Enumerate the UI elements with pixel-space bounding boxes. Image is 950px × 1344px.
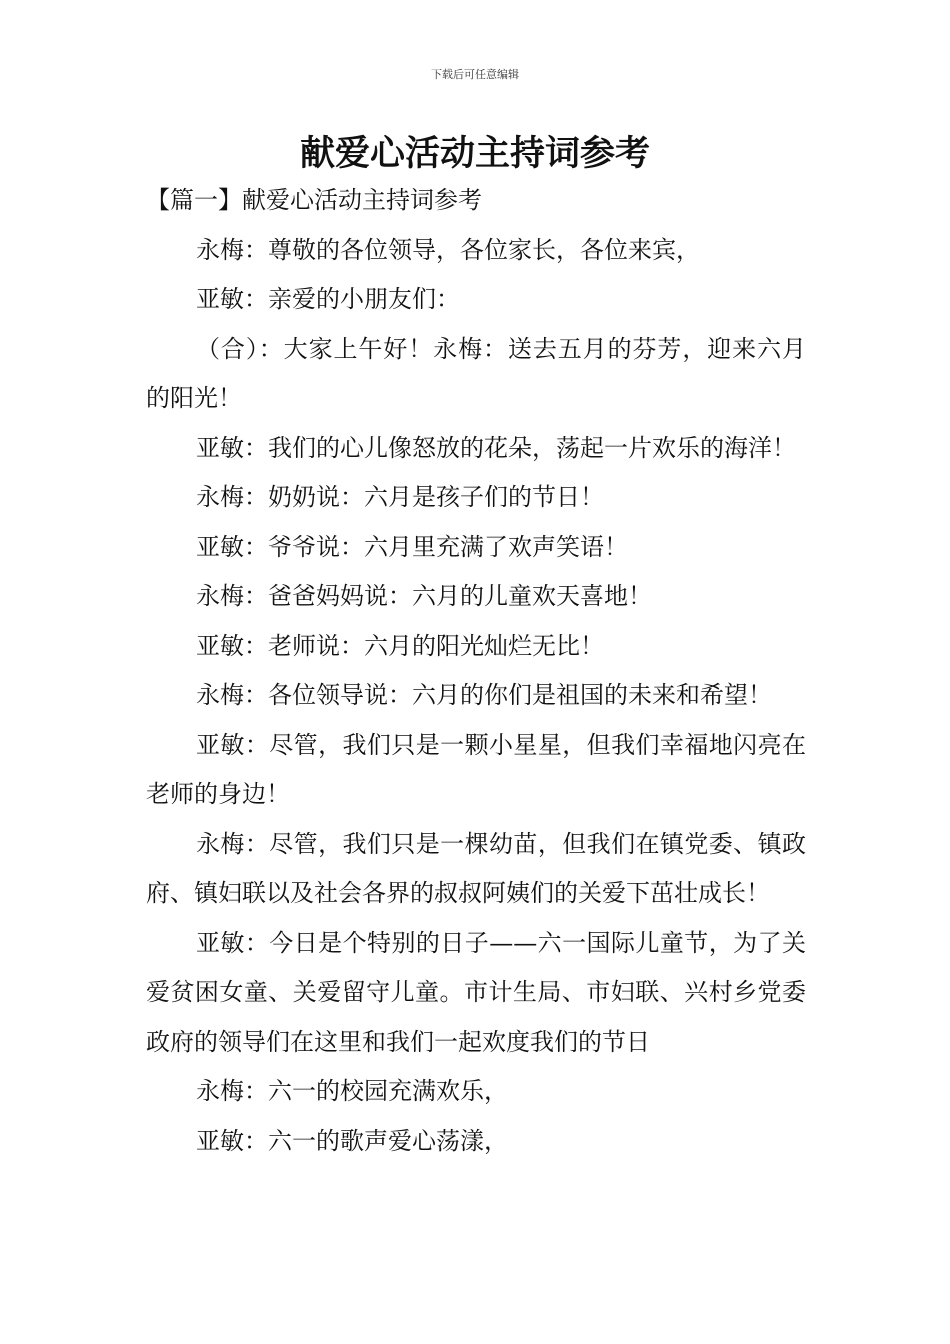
paragraph: 亚敏：亲爱的小朋友们： (196, 285, 460, 313)
paragraph: 亚敏：六一的歌声爱心荡漾， (196, 1126, 508, 1155)
section-heading: 【篇一】献爱心活动主持词参考 (146, 186, 482, 214)
document-title: 献爱心活动主持词参考 (299, 134, 650, 174)
paragraph: 亚敏：尽管，我们只是一颗小星星，但我们幸福地闪亮在老师的身边！ (146, 730, 806, 808)
paragraph: 永梅：尽管，我们只是一棵幼苗，但我们在镇党委、镇政府、镇妇联以及社会各界的叔叔阿姨们的关爱下茁壮成长！ (146, 829, 806, 907)
paragraph: 亚敏：我们的心儿像怒放的花朵，荡起一片欢乐的海洋！ (196, 433, 796, 462)
paragraph: 亚敏：爷爷说：六月里充满了欢声笑语！ (196, 532, 628, 561)
document-body (146, 176, 806, 1166)
paragraph: 永梅：爸爸妈妈说：六月的儿童欢天喜地！ (196, 582, 652, 610)
paragraph: 亚敏：今日是个特别的日子——六一国际儿童节，为了关爱贫困女童、关爱留守儿童。市计生局、市妇联、兴村乡党委政府的领导们在这里和我们一起欢度我们的节日 (146, 928, 806, 1056)
paragraph: （合）：大家上午好！永梅：送去五月的芬芳，迎来六月的阳光！ (146, 334, 806, 412)
paragraph: 永梅：六一的校园充满欢乐， (196, 1077, 508, 1105)
paragraph: 亚敏：老师说：六月的阳光灿烂无比！ (196, 631, 604, 660)
paragraph: 永梅：奶奶说：六月是孩子们的节日！ (196, 483, 604, 511)
header-note: 下载后可任意编辑 (431, 68, 519, 81)
paragraph: 永梅：尊敬的各位领导，各位家长，各位来宾， (196, 235, 700, 264)
paragraph: 永梅：各位领导说：六月的你们是祖国的未来和希望！ (196, 681, 772, 709)
